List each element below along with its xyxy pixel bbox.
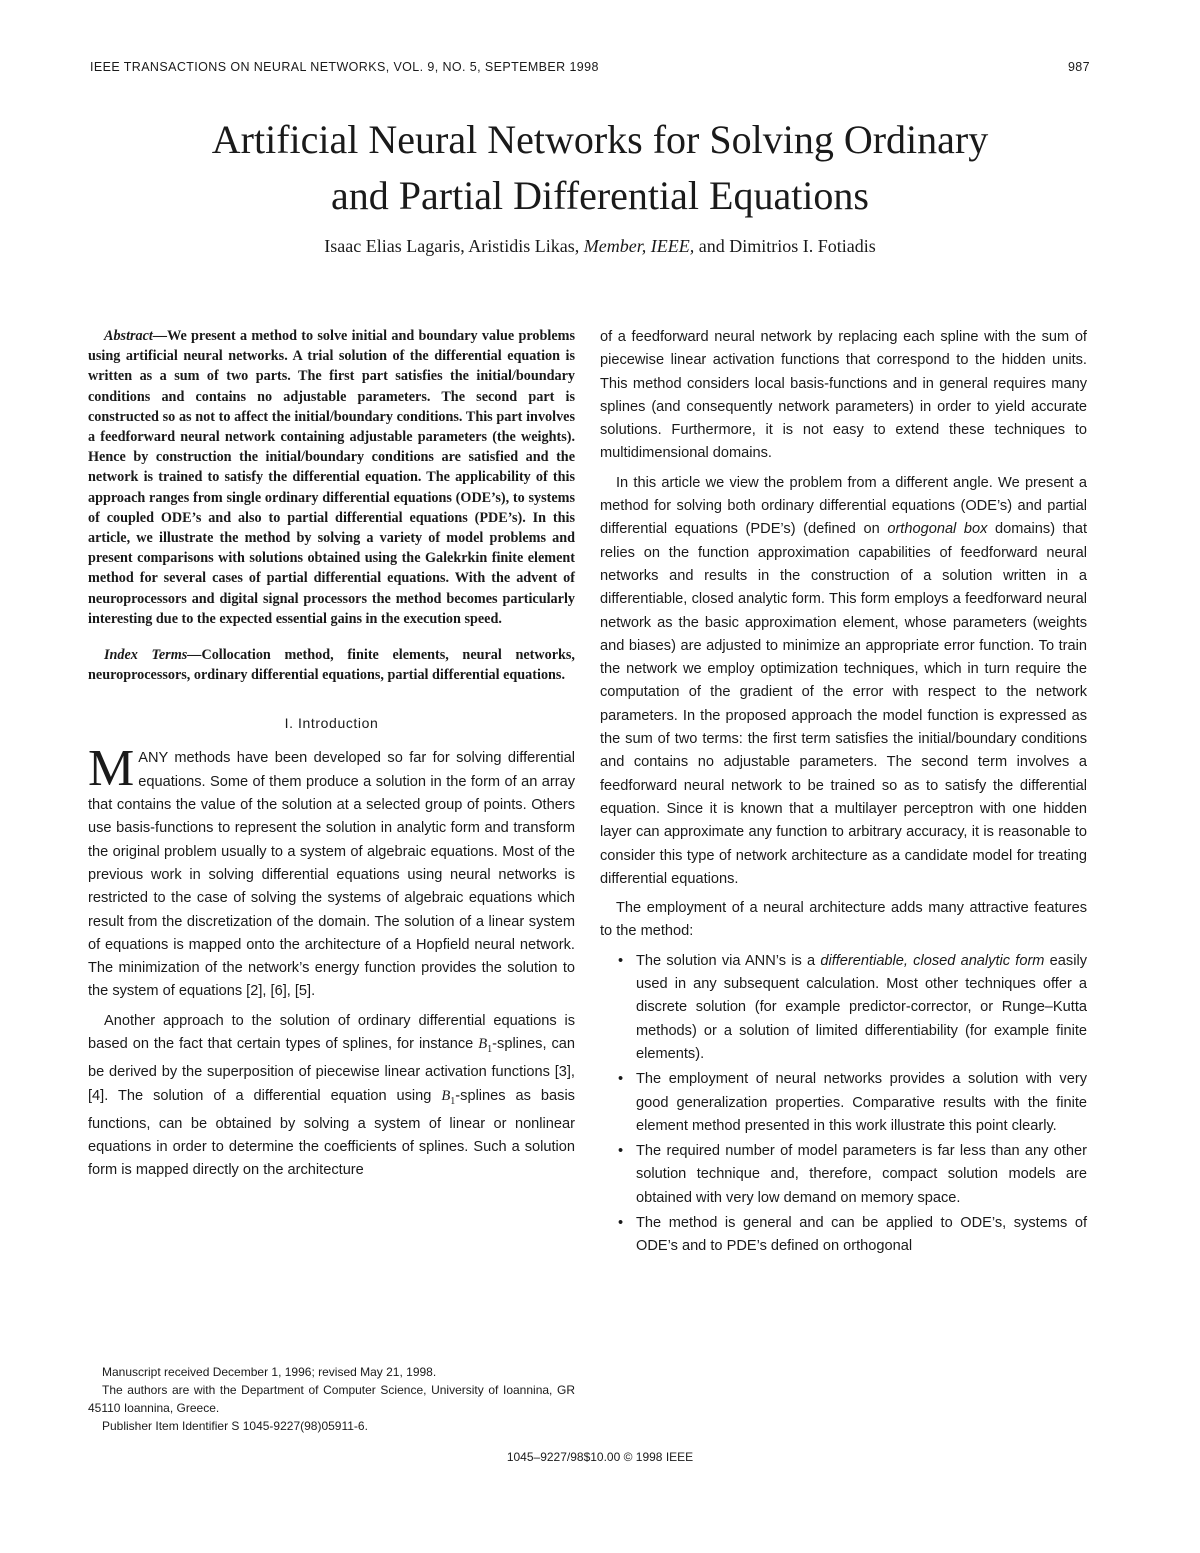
math-b1	[478, 1036, 493, 1055]
intro-paragraph-5: The employment of a neural architecture adds many attractive features to the method:	[600, 900, 1087, 940]
feature-list	[600, 950, 1087, 1259]
p2-part-c: -splines as basis functions, can be obtained by solving a system of linear or nonlinear equations in order to determine the coefficients of splines. Such a solution form is mapped directly on the architecture	[88, 1087, 575, 1179]
footnote-affiliation: The authors are with the Department of Computer Science, University of Ioannina, GR 45110 Ioannina, Greece.	[88, 1383, 575, 1415]
math-b1-symbol: B	[478, 1036, 488, 1053]
authors-part-2: and Dimitrios I. Fotiadis	[694, 236, 876, 256]
page-number: 987	[1067, 60, 1090, 74]
bullet-glyph: •	[618, 1214, 624, 1231]
intro-paragraph-3: of a feedforward neural network by replacing each spline with the sum of piecewise linear activation functions that correspond to the hidden units. This method considers local basis-functions and in general requires many splines (and consequently network parameters) in order to yield accurate solutions. Furthermore, it is not easy to extend these techniques to multidimensional domains.	[600, 329, 1087, 462]
math-b1-sub: 1	[487, 1043, 493, 1055]
index-terms-text: Collocation method, finite elements, neural networks, neuroprocessors, ordinary differential equations, partial differential equations.	[88, 647, 575, 684]
author-list	[0, 236, 1200, 257]
paper-title	[0, 112, 1200, 224]
title-line-2: and Partial Differential Equations	[331, 173, 869, 218]
drop-cap: M	[88, 740, 135, 798]
p2-part-a: Another approach to the solution of ordinary differential equations is based on the fact that certain types of splines, for instance	[88, 1012, 575, 1053]
abstract	[88, 326, 575, 629]
bullet-glyph: •	[618, 952, 624, 969]
index-terms-lead: Index Terms—	[104, 647, 202, 664]
math-b1-sub-2: 1	[450, 1095, 456, 1107]
intro-paragraph-1	[88, 740, 575, 1003]
intro-paragraph-4	[600, 472, 1087, 891]
math-b1-second	[441, 1087, 456, 1107]
intro-paragraph-1-text: ANY methods have been developed so far for solving differential equations. Some of them produce a solution in the form of an array that contains the value of the solution at a selected group of points. Others use basis-functions to represent the solution in analytic form and transform the original problem usually to a system of algebraic equations. Most of the previous work in solving differential equations using neural networks is restricted to the case of solving the systems of algebraic equations which result from the discretization of the domain. The solution of a linear system of equations is mapped onto the architecture of a Hopfield neural network. The minimization of the network’s energy function provides the solution to the system of equations [2], [6], [5].	[88, 750, 575, 1000]
bullet-glyph: •	[618, 1143, 624, 1160]
section-heading-introduction: I. Introduction	[284, 715, 379, 732]
list-item	[618, 1140, 1087, 1210]
bullet-1-part-b: easily used in any subsequent calculation. Most other techniques offer a discrete solution (for example predictor-corrector, or Runge–Kutta methods) or a solution of limited differentiability (for example finite elements).	[636, 952, 1087, 1062]
abstract-text: We present a method to solve initial and boundary value problems using artificial neural networks. A trial solution of the differential equation is written as a sum of two parts. The first part satisfies the initial/boundary conditions and contains no adjustable parameters. The second part is constructed so as not to affect the initial/boundary conditions. This part involves a feedforward neural network containing adjustable parameters (the weights). Hence by construction the initial/boundary conditions are satisfied and the network is trained to satisfy the differential equation. The applicability of this approach ranges from single ordinary differential equations (ODE’s), to systems of coupled ODE’s and also to partial differential equations (PDE’s). In this article, we illustrate the method by solving a variety of model problems and present comparisons with solutions obtained using the Galekrkin finite element method for several cases of partial differential equations. With the advent of neuroprocessors and digital signal processors the method becomes particularly interesting due to the expected essential gains in the execution speed.	[88, 328, 575, 627]
running-head	[90, 60, 1090, 74]
bullet-1-part-a: The solution via ANN’s is a	[636, 952, 821, 969]
bullet-2-text: The employment of neural networks provides a solution with very good generalization properties. Comparative results with the finite element method presented in this work illustrate this point clearly.	[636, 1071, 1087, 1134]
footnote-manuscript: Manuscript received December 1, 1996; revised May 21, 1998.	[102, 1365, 437, 1379]
footnotes	[88, 1363, 575, 1435]
bullet-glyph: •	[618, 1071, 624, 1088]
p4-part-b: domains) that relies on the function approximation capabilities of feedforward neural networks and results in the construction of a solution written in a differentiable, closed analytic form. This form employs a feedforward neural network as the basic approximation element, whose parameters (weights and biases) are adjusted to minimize an appropriate error function. To train the network we employ optimization techniques, which in turn require the computation of the gradient of the error with respect to the network parameters. In the proposed approach the model function is expressed as the sum of two terms: the first term satisfies the initial/boundary conditions and contains no adjustable parameters. The second term involves a feedforward neural network to be trained so as to satisfy the differential equation. Since it is known that a multilayer perceptron with one hidden layer can approximate any function to arbitrary accuracy, it is reasonable to consider this type of network architecture as a candidate model for treating differential equations.	[600, 521, 1087, 887]
math-b1-symbol-2: B	[441, 1087, 451, 1104]
right-column	[600, 326, 1087, 1261]
footnote-publisher-id: Publisher Item Identifier S 1045-9227(98)05911-6.	[102, 1419, 368, 1433]
authors-part-1: Isaac Elias Lagaris, Aristidis Likas,	[324, 236, 584, 256]
left-column	[88, 326, 575, 1189]
list-item	[618, 950, 1087, 1066]
p4-italic: orthogonal box	[887, 521, 988, 538]
title-line-1: Artificial Neural Networks for Solving Ordinary	[211, 117, 989, 162]
authors-member: Member, IEEE,	[583, 236, 695, 256]
list-item	[618, 1068, 1087, 1138]
p2-part-b: -splines, can be derived by the superposition of piecewise linear activation functions [3], [4]. The solution of a differential equation using	[88, 1036, 575, 1104]
bullet-1-italic: differentiable, closed analytic form	[820, 952, 1045, 969]
list-item	[618, 1212, 1087, 1259]
bullet-3-text: The required number of model parameters is far less than any other solution technique and, therefore, compact solution models are obtained with very low demand on memory space.	[636, 1143, 1087, 1206]
intro-paragraph-2	[88, 1010, 575, 1183]
index-terms	[88, 645, 575, 685]
abstract-lead: Abstract—	[104, 328, 168, 344]
bullet-4-text: The method is general and can be applied to ODE’s, systems of ODE’s and to PDE’s defined on orthogonal	[636, 1214, 1087, 1255]
journal-info: IEEE TRANSACTIONS ON NEURAL NETWORKS, VOL. 9, NO. 5, SEPTEMBER 1998	[90, 60, 599, 74]
p4-part-a: In this article we view the problem from a different angle. We present a method for solving both ordinary differential equations (ODE’s) and partial differential equations (PDE’s) (defined on	[600, 474, 1087, 538]
copyright-footer: 1045–9227/98$10.00 © 1998 IEEE	[506, 1450, 694, 1464]
